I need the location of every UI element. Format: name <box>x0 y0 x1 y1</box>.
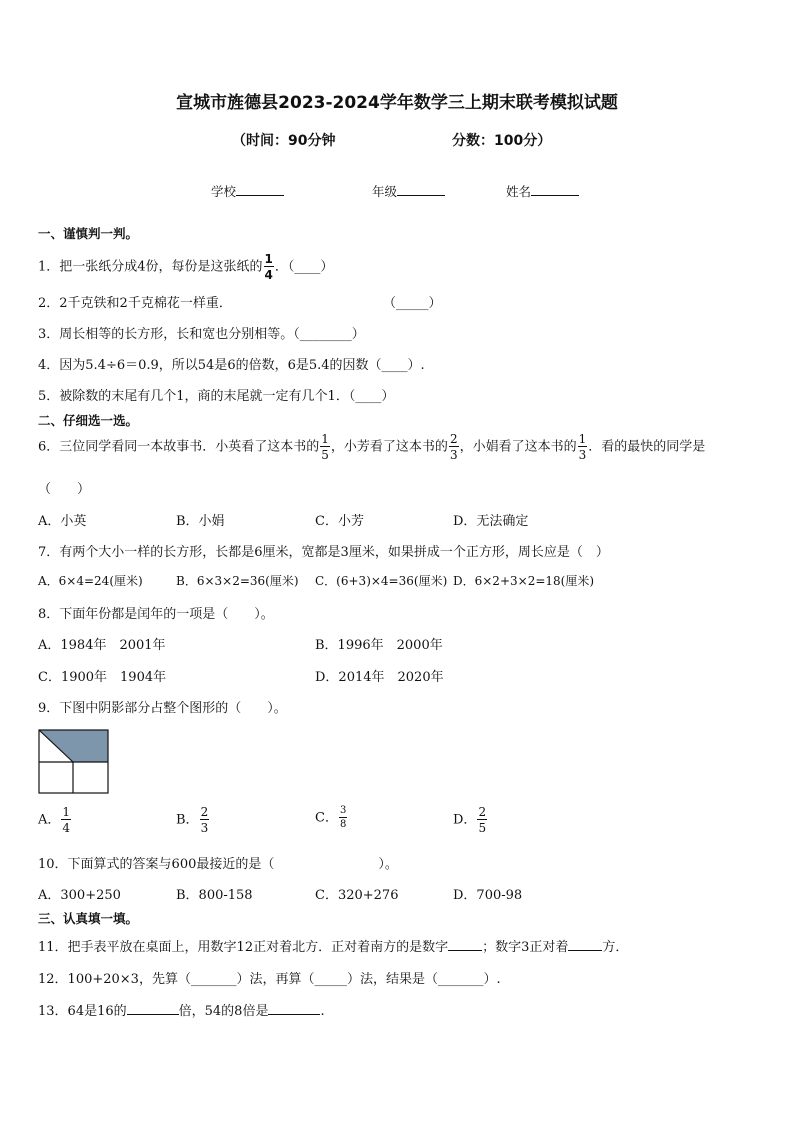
fraction: $\frac{2}{3}$ <box>449 432 458 462</box>
question-4: 4．因为5.4÷6＝0.9，所以54是6的倍数，6是5.4的因数（____）. <box>38 358 425 373</box>
q11-blank-1[interactable] <box>448 938 482 951</box>
section-1-heading: 一、谨慎判一判。 <box>38 226 139 241</box>
question-5: 5．被除数的末尾有几个1，商的末尾就一定有几个1．（____） <box>38 389 395 404</box>
q7-option-b[interactable]: B．6×3×2=36(厘米) <box>176 574 299 588</box>
q8-option-c[interactable]: C．1900年 1904年 <box>38 670 167 685</box>
q7-option-a[interactable]: A．6×4=24(厘米) <box>38 574 143 588</box>
score-label: 分数：100分） <box>452 133 552 149</box>
question-10: 10．下面算式的答案与600最接近的是（ ）。 <box>38 857 398 872</box>
shaded-rectangle-figure <box>38 729 110 795</box>
fraction: $\frac{1}{5}$ <box>321 432 329 462</box>
q9-option-a[interactable]: A． $\frac{1}{4}$ <box>38 805 71 835</box>
question-7: 7．有两个大小一样的长方形，长都是6厘米，宽都是3厘米，如果拼成一个正方形，周长应是（ ） <box>38 545 609 560</box>
school-field: 学校 <box>211 182 284 200</box>
q6-option-a[interactable]: A．小英 <box>38 514 87 529</box>
q10-option-d[interactable]: D．700-98 <box>453 888 523 903</box>
q9-option-b[interactable]: B． $\frac{2}{3}$ <box>176 805 209 835</box>
grade-blank[interactable] <box>397 183 445 196</box>
q10-option-a[interactable]: A．300+250 <box>38 888 121 903</box>
q6-option-d[interactable]: D．无法确定 <box>453 514 529 529</box>
section-2-heading: 二、仔细选一选。 <box>38 413 139 428</box>
question-6: 6．三位同学看同一本故事书．小英看了这本书的 $\frac{1}{5}$ ，小芳看了这本书的 $\frac{2}{3}$ ，小娟看了这本书的 $\frac{1}{3}$ ．看的最快的同学是 <box>38 432 706 462</box>
q8-option-b[interactable]: B．1996年 2000年 <box>315 638 443 653</box>
q10-option-b[interactable]: B．800-158 <box>176 888 253 903</box>
q13-blank-2[interactable] <box>268 1002 320 1015</box>
question-2: 2．2千克铁和2千克棉花一样重． <box>38 296 232 311</box>
question-9: 9．下图中阴影部分占整个图形的（ ）。 <box>38 701 287 716</box>
school-blank[interactable] <box>236 183 284 196</box>
page-title: 宣城市旌德县2023-2024学年数学三上期末联考模拟试题 <box>176 93 618 113</box>
question-12: 12．100+20×3，先算（_______）法，再算（_____）法，结果是（_______）. <box>38 972 501 987</box>
q11-blank-2[interactable] <box>568 938 602 951</box>
q10-option-c[interactable]: C．320+276 <box>315 888 399 903</box>
fraction: $\frac{1}{3}$ <box>578 432 587 462</box>
q9-option-c[interactable]: C． $\frac{3}{8}$ <box>315 805 347 830</box>
question-1: 1．把一张纸分成4份，每份是这张纸的 $\frac{1}{4}$ ．（____） <box>38 252 334 282</box>
q7-option-c[interactable]: C．(6+3)×4=36(厘米) <box>315 574 448 588</box>
question-6-paren: （ ） <box>38 482 91 497</box>
grade-field: 年级 <box>372 182 445 200</box>
section-3-heading: 三、认真填一填。 <box>38 911 139 926</box>
shaded-region <box>39 730 108 762</box>
question-11: 11．把手表平放在桌面上，用数字12正对着北方．正对着南方的是数字 ；数字3正对着 方． <box>38 940 629 955</box>
fraction: $\frac{1}{4}$ <box>264 252 273 282</box>
question-3: 3．周长相等的长方形，长和宽也分别相等。（________） <box>38 327 365 342</box>
question-8: 8．下面年份都是闰年的一项是（ ）。 <box>38 607 274 622</box>
q7-option-d[interactable]: D．6×2+3×2=18(厘米) <box>453 574 595 588</box>
q6-option-c[interactable]: C．小芳 <box>315 514 364 529</box>
q9-option-d[interactable]: D． $\frac{2}{5}$ <box>453 805 487 835</box>
question-13: 13．64是16的 倍，54的8倍是 . <box>38 1004 325 1019</box>
q8-option-d[interactable]: D．2014年 2020年 <box>315 670 444 685</box>
question-2-answer[interactable]: （_____） <box>383 296 442 311</box>
q6-option-b[interactable]: B．小娟 <box>176 514 225 529</box>
name-field: 姓名 <box>506 182 579 200</box>
time-label: （时间：90分钟 <box>232 133 336 149</box>
name-blank[interactable] <box>531 183 579 196</box>
q8-option-a[interactable]: A．1984年 2001年 <box>38 638 166 653</box>
q13-blank-1[interactable] <box>127 1002 179 1015</box>
